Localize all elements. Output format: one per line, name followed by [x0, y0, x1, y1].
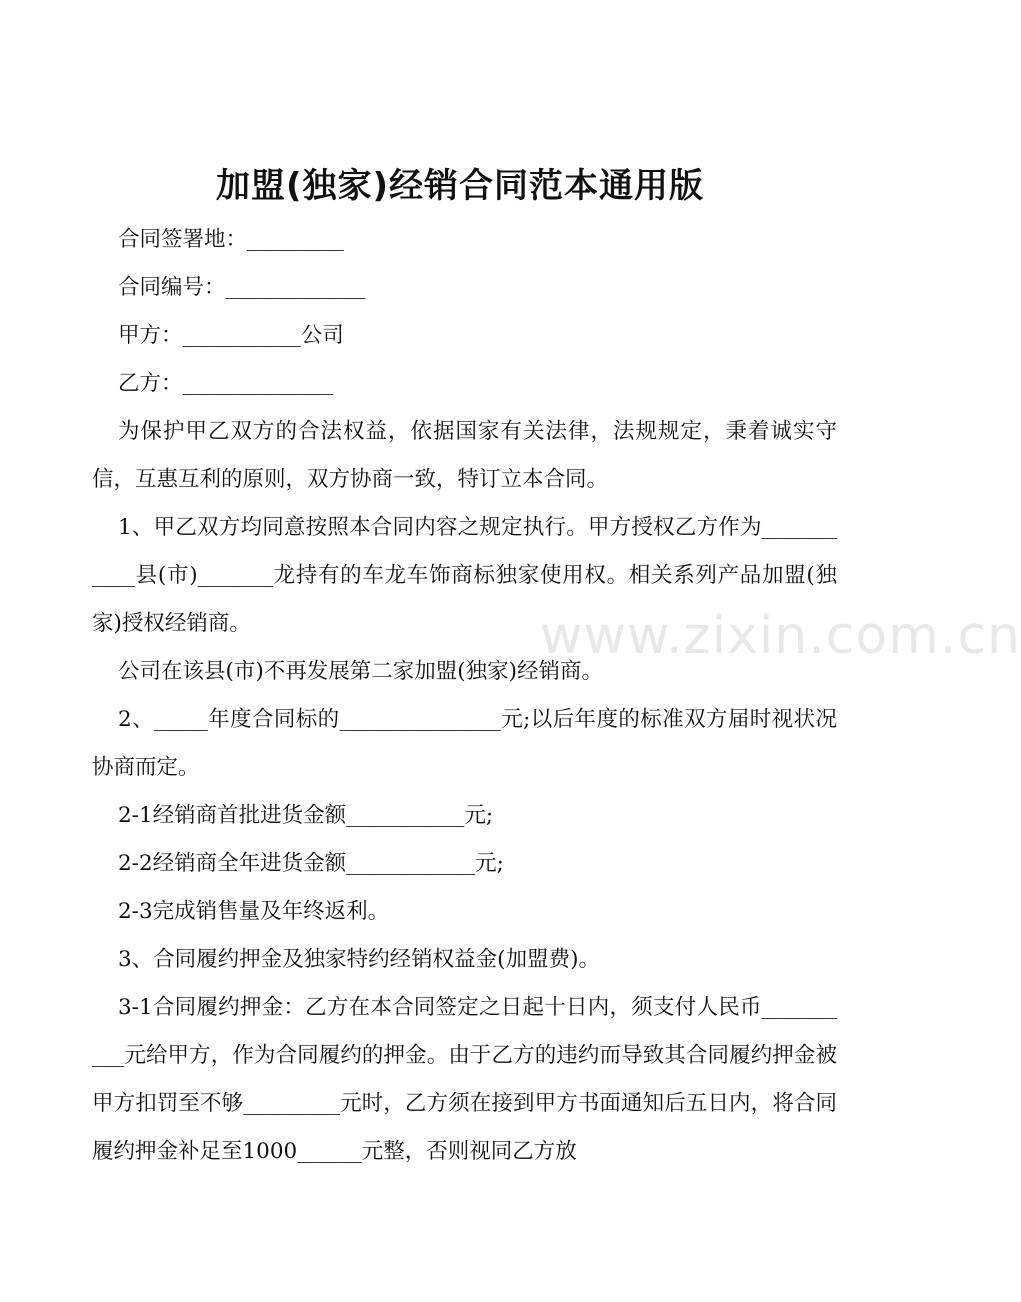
clause-2-1: 2-1经销商首批进货金额___________元;	[118, 803, 494, 828]
party-b-line: 乙方：______________	[118, 371, 334, 396]
clause-2-3: 2-3完成销售量及年终返利。	[118, 899, 390, 924]
signing-place-line: 合同签署地：_________	[118, 227, 344, 252]
clause-3-1: 3-1合同履约押金：乙方在本合同签定之日起十日内，须支付人民币__________元给甲方，作为合同履约的押金。由于乙方的违约而导致其合同履约押金被甲方扣罚至不够_________元时，乙方须在接到甲方书面通知后五日内，将合同履约押金补足至1000______元整，否则视同乙方放	[92, 995, 837, 1164]
clause-1-paragraph: 1、甲乙双方均同意按照本合同内容之规定执行。甲方授权乙方作为___________县(市)_______龙持有的车龙车饰商标独家使用权。相关系列产品加盟(独家)授权经销商。	[92, 515, 837, 636]
document-title: 加盟(独家)经销合同范本通用版	[215, 166, 705, 206]
document-body	[92, 216, 837, 1176]
clause-1-note: 公司在该县(市)不再发展第二家加盟(独家)经销商。	[118, 659, 604, 684]
party-a-line: 甲方：___________公司	[118, 323, 344, 348]
clause-3-heading: 3、合同履约押金及独家特约经销权益金(加盟费)。	[118, 947, 600, 972]
preamble-paragraph: 为保护甲乙双方的合法权益，依据国家有关法律，法规规定，秉着诚实守信，互惠互利的原则，双方协商一致，特订立本合同。	[92, 419, 837, 492]
clause-2-paragraph: 2、_____年度合同标的_______________元;以后年度的标准双方届时视状况协商而定。	[92, 707, 837, 780]
clause-2-2: 2-2经销商全年进货金额____________元;	[118, 851, 504, 876]
watermark: www.zixin.com.cn	[540, 606, 1021, 666]
contract-number-line: 合同编号：_____________	[118, 275, 366, 300]
